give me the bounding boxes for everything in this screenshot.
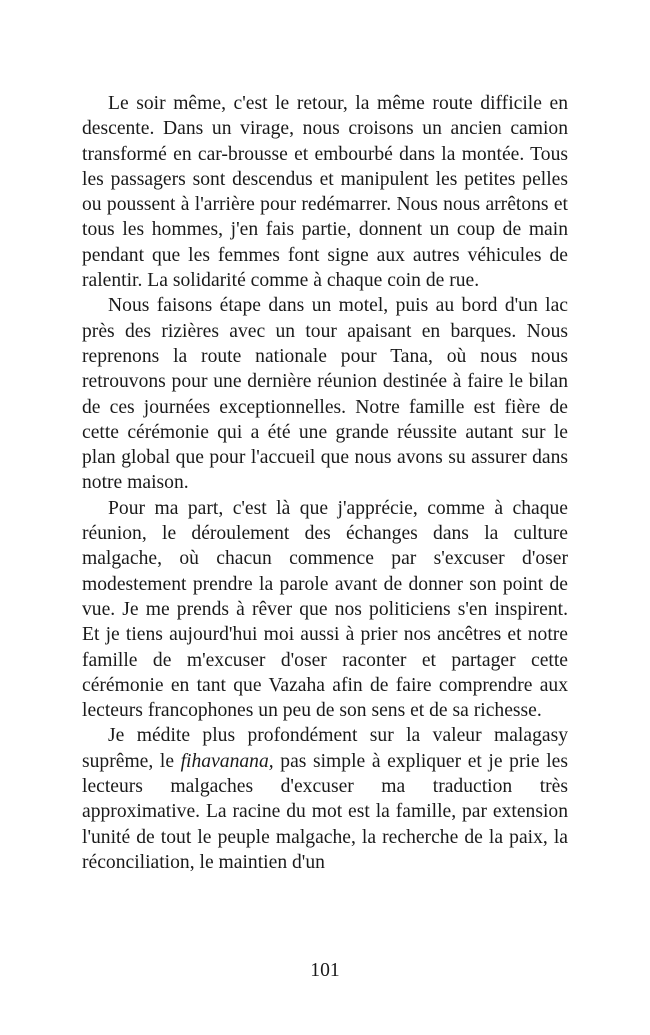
paragraph-fihavanana	[82, 723, 568, 875]
paragraph-text-start: Je médite plus profondément sur la valeur malagasy suprême, le	[82, 725, 568, 772]
paragraph-malagasy-exchanges: Pour ma part, c'est là que j'apprécie, comme à chaque réunion, le déroulement des échanges dans la culture malgache, où chacun commence par s'excuser d'oser modestement prendre la parole avant de donner son point de vue. Je me prends à rêver que nos politiciens s'en inspirent. Et je tiens aujourd'hui moi aussi à prier nos ancêtres et notre famille de m'excuser d'oser raconter et partager cette cérémonie en tant que Vazaha afin de faire comprendre aux lecteurs francophones un peu de son sens et de sa richesse.	[82, 497, 568, 722]
paragraph-motel-stop: Nous faisons étape dans un motel, puis au bord d'un lac près des rizières avec un tour apaisant en barques. Nous reprenons la route nationale pour Tana, où nous nous retrouvons pour une dernière réunion destinée à faire le bilan de ces journées exceptionnelles. Notre famille est fière de cette cérémonie qui a été une grande réussite autant sur le plan global que pour l'accueil que nous avons su assurer dans notre maison.	[82, 295, 568, 494]
paragraph-return-journey: Le soir même, c'est le retour, la même route difficile en descente. Dans un virage, nous croisons un ancien camion transformé en car-brousse et embourbé dans la montée. Tous les passagers sont descendus et manipulent les petites pelles ou poussent à l'arrière pour redémarrer. Nous nous arrêtons et tous les hommes, j'en fais partie, donnent un coup de main pendant que les femmes font signe aux autres véhicules de ralentir. La solidarité comme à chaque coin de rue.	[82, 93, 568, 292]
page-number: 101	[310, 960, 340, 981]
paragraph-text-end: pas simple à expliquer et je prie les lecteurs malgaches d'excuser ma traduction très approximative. La racine du mot est la famille, par extension l'unité de tout le peuple malgache, la recherche de la paix, la réconciliation, le maintien d'un	[82, 750, 568, 873]
italic-term-fihavanana: fihavanana,	[180, 750, 274, 772]
page-body	[82, 91, 568, 875]
